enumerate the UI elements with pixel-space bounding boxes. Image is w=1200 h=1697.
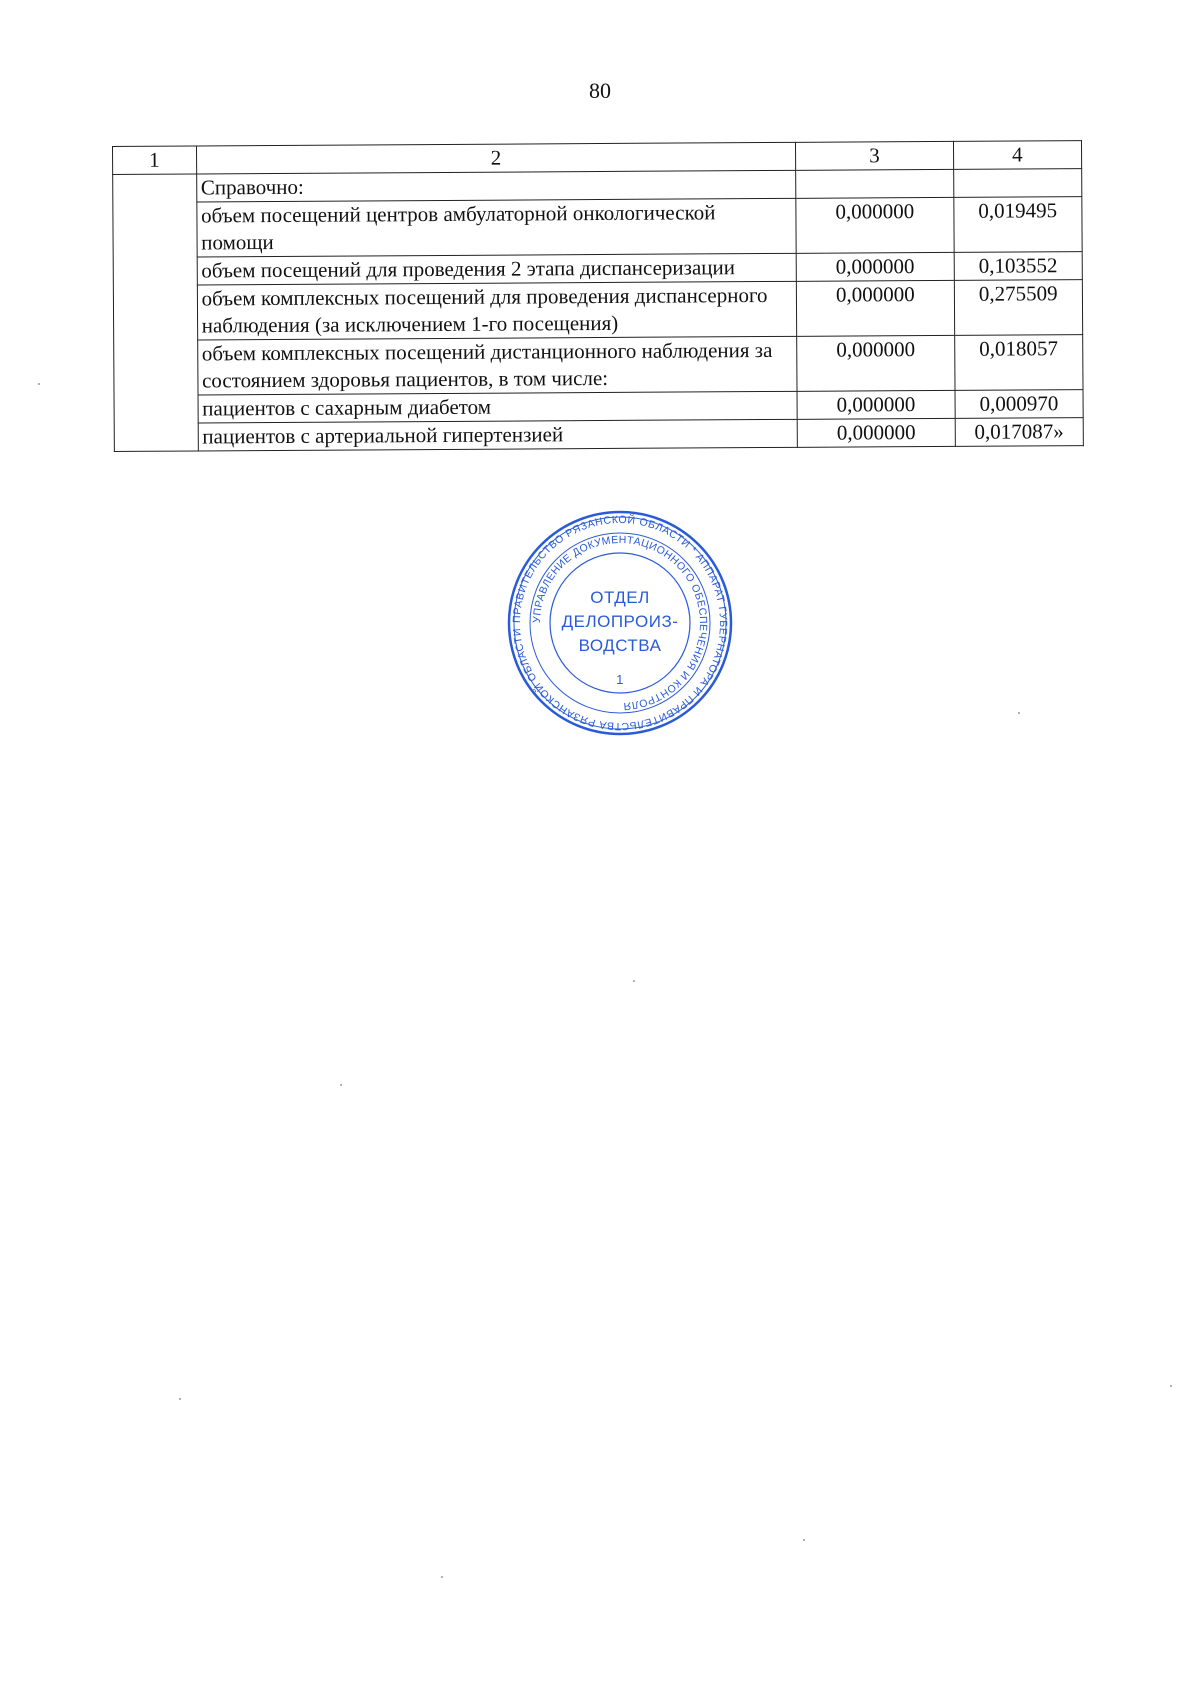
stamp-center-text — [505, 586, 735, 692]
header-col-1: 1 — [113, 146, 197, 175]
row-label: пациентов с артериальной гипертензией — [198, 419, 798, 451]
scan-speck — [38, 383, 40, 385]
header-col-2: 2 — [196, 142, 796, 174]
scan-speck — [1018, 712, 1020, 714]
row-label: объем комплексных посещений для проведения диспансерного наблюдения (за исключением 1-го посещения) — [197, 281, 797, 340]
row-value-col4: 0,019495 — [953, 197, 1082, 253]
scan-speck — [340, 1084, 342, 1086]
stamp-line-1: ОТДЕЛ — [590, 588, 650, 607]
row-value-col4: 0,275509 — [954, 280, 1083, 336]
stamp-number: 1 — [616, 672, 624, 687]
scan-speck — [1170, 1385, 1172, 1387]
data-table — [112, 140, 1084, 452]
empty-cell — [796, 169, 954, 198]
row-label: объем посещений для проведения 2 этапа диспансеризации — [197, 253, 797, 285]
official-stamp — [505, 508, 735, 738]
row-value-col3: 0,000000 — [797, 418, 955, 447]
row-label: объем посещений центров амбулаторной онкологической помощи — [196, 198, 796, 257]
stamp-line-2: ДЕЛОПРОИЗ- — [561, 612, 679, 631]
row-value-col4: 0,103552 — [954, 252, 1083, 281]
scan-speck — [441, 1576, 443, 1578]
header-col-4: 4 — [953, 141, 1082, 170]
scan-speck — [179, 1398, 181, 1400]
row-value-col4: 0,017087» — [955, 418, 1084, 447]
scan-speck — [633, 980, 635, 982]
empty-cell — [953, 169, 1082, 198]
table-row — [114, 418, 1083, 452]
table-row — [114, 335, 1083, 396]
stamp-outer-text: ПРАВИТЕЛЬСТВО РЯЗАНСКОЙ ОБЛАСТИ * АППАРАТ ГУБЕРНАТОРА И ПРАВИТЕЛЬСТВА РЯЗАНСКОЙ ОБЛАСТИ — [510, 513, 730, 733]
empty-index-cell — [113, 174, 198, 452]
table-row — [113, 280, 1082, 341]
section-label: Справочно: — [196, 170, 796, 202]
row-value-col3: 0,000000 — [797, 390, 955, 419]
row-value-col4: 0,000970 — [955, 390, 1084, 419]
row-label: пациентов с сахарным диабетом — [198, 391, 798, 423]
header-col-3: 3 — [796, 141, 954, 170]
row-value-col3: 0,000000 — [796, 197, 954, 253]
row-value-col3: 0,000000 — [796, 252, 954, 281]
row-value-col3: 0,000000 — [797, 335, 955, 391]
row-value-col3: 0,000000 — [796, 280, 954, 336]
scan-speck — [803, 1539, 805, 1541]
table-row — [113, 197, 1082, 258]
page-number: 80 — [589, 78, 611, 103]
row-label: объем комплексных посещений дистанционного наблюдения за состоянием здоровья пациентов, в том числе: — [197, 336, 797, 395]
row-value-col4: 0,018057 — [954, 335, 1083, 391]
stamp-inner-text: УПРАВЛЕНИЕ ДОКУМЕНТАЦИОННОГО ОБЕСПЕЧЕНИЯ И КОНТРОЛЯ — [530, 533, 710, 713]
stamp-line-3: ВОДСТВА — [578, 636, 662, 655]
